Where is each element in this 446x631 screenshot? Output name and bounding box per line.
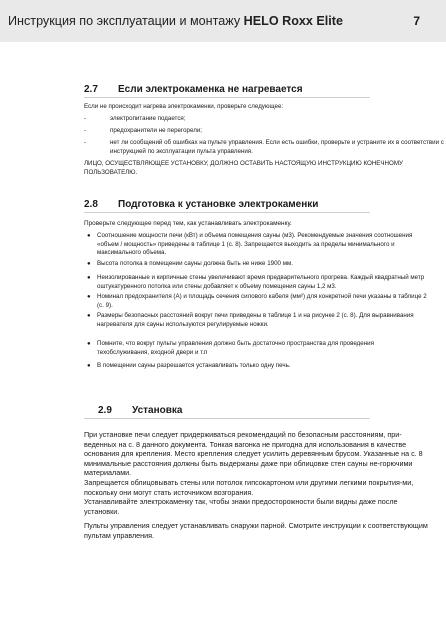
page-number: 7 xyxy=(413,14,420,28)
section-number: 2.9 xyxy=(98,405,112,416)
list-item-text: Помните, что вокруг пульты управления должно быть достаточно пространства для проведения техобслуживания, входной двери и т.п xyxy=(97,340,374,356)
paragraph: Пульты управления следует устанавливать снаружи парной. Смотрите инструкции к соответствующим пультам управления. xyxy=(84,521,428,540)
list-item-text: Высота потолка в помещении сауны должна быть не ниже 1900 мм. xyxy=(97,260,293,267)
section-title: Подготовка к установке электрокаменки xyxy=(118,199,319,210)
section-title: Если электрокаменка не нагревается xyxy=(118,84,303,95)
page-header xyxy=(0,0,446,42)
list-item-text: Номинал предохранителя (А) и площадь сечения силового кабеля (мм²) для конкретной печи указаны в таблице 2 (с. 9). xyxy=(97,293,427,309)
installer-note: ЛИЦО, ОСУЩЕСТВЛЯЮЩЕЕ УСТАНОВКУ, ДОЛЖНО ОСТАВИТЬ НАСТОЯЩУЮ ИНСТРУКЦИЮ КОНЕЧНОМУ ПОЛЬЗОВАТЕЛЮ. xyxy=(84,160,403,176)
section-heading-2-7 xyxy=(84,84,303,95)
dash-marker: - xyxy=(84,127,87,134)
check-item-text: предохранители не перегорели; xyxy=(110,127,202,134)
bullet-icon: ● xyxy=(87,363,91,369)
paragraph: Запрещается облицовывать стены или потолок гипсокартоном или другими легкими покрытия-ми, поскольку они могут стать источником возгорания. xyxy=(84,478,414,497)
bullet-icon: ● xyxy=(87,275,91,281)
check-item-text: нет ли сообщений об ошибках на пульте управления. Если есть ошибки, проверьте и устраните их в соответствии с инструкцией по эксплуатации пульта управления. xyxy=(110,139,444,155)
section-heading-2-8 xyxy=(84,199,318,210)
document-title-prefix: Инструкция по эксплуатации и монтажу xyxy=(8,14,244,28)
bullet-icon: ● xyxy=(87,233,91,239)
section-divider xyxy=(84,97,370,98)
section-divider xyxy=(84,212,370,213)
document-title xyxy=(8,14,343,28)
list-item-text: Неизолированные и кирпичные стены увеличивают время предварительного прогрева. Каждый квадратный метр оштукатуренного потолка или стены добавляет к объему помещения сауны 1,2 м3. xyxy=(97,274,425,290)
bullet-icon: ● xyxy=(87,261,91,267)
section-heading-2-9 xyxy=(98,405,182,416)
bullet-icon: ● xyxy=(87,313,91,319)
paragraph: При установке печи следует придерживаться рекомендаций по безопасным расстояниям, при-веденных на с. 8 данного документа. Тонкая вагонка не пригодна для использования в качестве основания для крепления. Место крепления следует усилить деревянным брусом. Указанные на с. 8 минимальные расстояния должны быть выдержаны даже при облицовке стен сауны не-горючими материалами. xyxy=(84,430,423,477)
section-number: 2.7 xyxy=(84,84,98,95)
dash-marker: - xyxy=(84,139,87,146)
list-item-text: Соотношение мощности печи (кВт) и объема помещения сауны (м3). Рекомендуемые значения соотношения «объем / мощность» приведены в таблице 1 (с. 8). Запрещается выходить за пределы минимального и максимального объема. xyxy=(97,232,413,257)
bullet-icon: ● xyxy=(87,294,91,300)
section-number: 2.8 xyxy=(84,199,98,210)
list-item-text: Размеры безопасных расстояний вокруг печи приведены в таблице 1 и на рисунке 2 (с. 8). Для выравнивания нагревателя для сауны используются регулируемые ножки. xyxy=(97,312,414,328)
paragraph: Устанавливайте электрокаменку так, чтобы знаки предосторожности были видны даже после установки. xyxy=(84,497,398,516)
section-intro: Проверьте следующее перед тем, как устанавливать электрокаменку. xyxy=(84,220,292,227)
section-intro: Если не происходит нагрева электрокаменки, проверьте следующее: xyxy=(84,103,284,110)
section-divider xyxy=(84,418,370,419)
list-item-text: В помещении сауны разрешается устанавливать только одну печь. xyxy=(97,362,291,369)
dash-marker: - xyxy=(84,115,87,122)
product-name: HELO Roxx Elite xyxy=(243,14,343,28)
check-item-text: электропитание подается; xyxy=(110,115,186,122)
section-title: Установка xyxy=(132,405,183,416)
bullet-icon: ● xyxy=(87,341,91,347)
